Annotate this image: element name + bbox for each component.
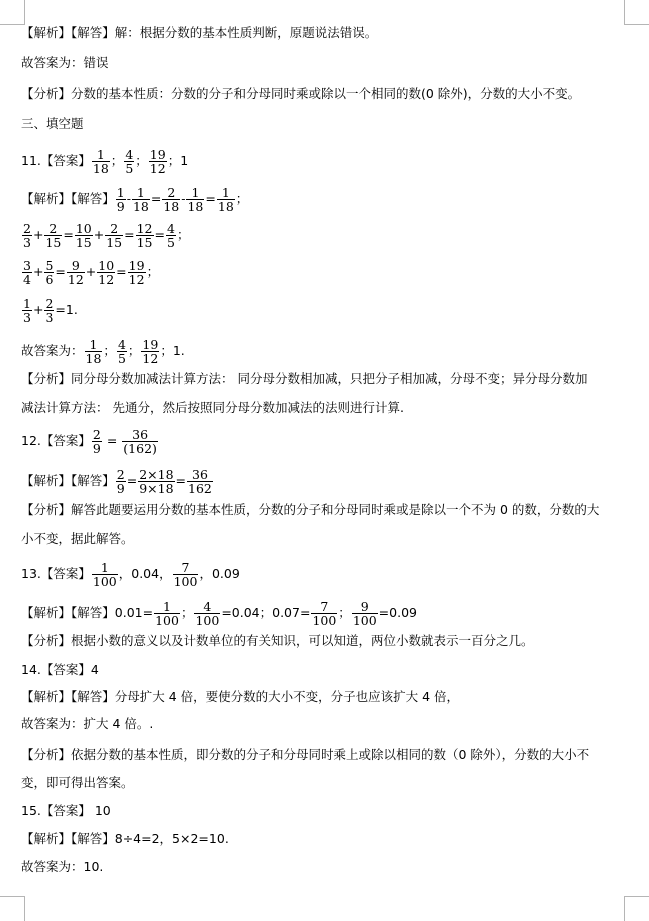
q11-label: 11.【答案】	[21, 153, 91, 168]
fraction: $\frac{7}{100}$	[173, 560, 198, 589]
q11-solution-3: $\frac{3}{4}$ + $\frac{5}{6}$ = $\frac{9}{12}$ + $\frac{10}{12}$ = $\frac{19}{12}$ ；	[23, 258, 160, 287]
fraction: $\frac{2}{15}$	[106, 221, 123, 250]
page-corner-mark	[624, 896, 649, 921]
analysis-note: 【分析】分数的基本性质：分数的分子和分母同时乘或除以一个相同的数(0 除外)，分数的大小不变。	[21, 86, 581, 101]
q15-solution: 【解析】【解答】8÷4=2，5×2=10.	[21, 831, 229, 846]
fraction: $\frac{1}{100}$	[92, 560, 117, 589]
page-corner-mark	[0, 0, 25, 25]
fraction: $\frac{19}{12}$	[149, 147, 166, 176]
fraction: $\frac{9}{100}$	[352, 599, 377, 628]
fraction: $\frac{3}{4}$	[23, 258, 31, 287]
fraction: $\frac{2}{3}$	[23, 221, 31, 250]
page-corner-mark	[0, 896, 25, 921]
fraction: $\frac{2\times 18}{9\times 18}$	[139, 467, 174, 496]
q11-analysis-1: 【分析】同分母分数加减法计算方法： 同分母分数相加减，只把分子相加减，分母不变；异分母分数加	[21, 371, 588, 386]
fraction: $\frac{4}{5}$	[167, 221, 175, 250]
fraction: $\frac{1}{100}$	[155, 599, 179, 628]
fraction: $\frac{4}{5}$	[125, 147, 134, 176]
fraction: $\frac{10}{12}$	[98, 258, 115, 287]
q11-conclusion: 故答案为： $\frac{1}{18}$ ； $\frac{4}{5}$ ； $\frac{19}{12}$ ；1.	[21, 337, 185, 366]
fraction: $\frac{5}{6}$	[45, 258, 54, 287]
q14-conclusion: 故答案为：扩大 4 倍。.	[21, 716, 154, 731]
q14-solution: 【解析】【解答】分母扩大 4 倍，要使分数的大小不变，分子也应该扩大 4 倍，	[21, 689, 460, 704]
section-title: 三、填空题	[21, 116, 84, 131]
q15-conclusion: 故答案为：10.	[21, 859, 104, 874]
q14-analysis-1: 【分析】依据分数的基本性质，即分数的分子和分母同时乘上或除以相同的数（0 除外），分数的大小不	[21, 747, 590, 762]
q12-analysis-1: 【分析】解答此题要运用分数的基本性质，分数的分子和分母同时乘或是除以一个不为 0 的数，分数的大	[21, 502, 600, 517]
fraction: $\frac{1}{18}$	[187, 185, 204, 214]
fraction: $\frac{7}{100}$	[312, 599, 337, 628]
q15-answer: 15.【答案】 10	[21, 803, 111, 818]
q11-solution-2: $\frac{2}{3}$ + $\frac{2}{15}$ = $\frac{10}{15}$ + $\frac{2}{15}$ = $\frac{12}{15}$ = $\frac{4}{5}$ ；	[23, 221, 190, 250]
fraction: $\frac{1}{18}$	[85, 337, 102, 366]
fraction: $\frac{2}{18}$	[163, 185, 180, 214]
answer-conclusion: 故答案为：错误	[21, 55, 109, 70]
fraction: $\frac{2}{9}$	[92, 427, 101, 456]
q11-solution-4: $\frac{1}{3}$ + $\frac{2}{3}$ =1.	[23, 296, 78, 325]
q13-analysis: 【分析】根据小数的意义以及计数单位的有关知识，可以知道，两位小数就表示一百分之几。	[21, 633, 534, 648]
fraction: $\frac{2}{15}$	[45, 221, 62, 250]
fraction: $\frac{36}{(162)}$	[123, 427, 157, 456]
fraction: $\frac{9}{12}$	[67, 258, 84, 287]
q12-answer: 12.【答案】 $\frac{2}{9}$ = $\frac{36}{(162)}$	[21, 427, 157, 456]
fraction: $\frac{1}{18}$	[92, 147, 109, 176]
fraction: $\frac{1}{3}$	[23, 296, 31, 325]
fraction: $\frac{1}{18}$	[217, 185, 234, 214]
fraction: $\frac{19}{12}$	[128, 258, 145, 287]
fraction: $\frac{10}{15}$	[75, 221, 92, 250]
q12-analysis-2: 小不变，据此解答。	[21, 531, 134, 546]
fraction: $\frac{4}{5}$	[117, 337, 126, 366]
q13-answer: 13.【答案】 $\frac{1}{100}$ ，0.04， $\frac{7}{100}$ ，0.09	[21, 560, 240, 589]
fraction: $\frac{12}{15}$	[136, 221, 153, 250]
q12-solution: 【解析】【解答】 $\frac{2}{9}$ = $\frac{2\times 18}{9\times 18}$ = $\frac{36}{162}$	[21, 467, 212, 496]
q11-analysis-2: 减法计算方法： 先通分，然后按照同分母分数加减法的法则进行计算.	[21, 400, 404, 415]
analysis-line: 【解析】【解答】解：根据分数的基本性质判断，原题说法错误。	[21, 25, 378, 40]
fraction: $\frac{19}{12}$	[142, 337, 159, 366]
fraction: $\frac{1}{18}$	[132, 185, 149, 214]
q11-answer: 11.【答案】 $\frac{1}{18}$ ； $\frac{4}{5}$ ； $\frac{19}{12}$ ；1	[21, 147, 189, 176]
fraction: $\frac{36}{162}$	[188, 467, 212, 496]
q14-answer: 14.【答案】4	[21, 662, 99, 677]
q14-analysis-2: 变，即可得出答案。	[21, 775, 134, 790]
fraction: $\frac{4}{100}$	[195, 599, 220, 628]
fraction: $\frac{2}{3}$	[45, 296, 54, 325]
fraction: $\frac{1}{9}$	[116, 185, 125, 214]
fraction: $\frac{2}{9}$	[116, 467, 125, 496]
q11-solution-1: 【解析】【解答】 $\frac{1}{9}$ - $\frac{1}{18}$ = $\frac{2}{18}$ - $\frac{1}{18}$ = $\frac{1}{18}$ ；	[21, 185, 249, 214]
page-corner-mark	[624, 0, 649, 25]
q13-solution: 【解析】【解答】0.01= $\frac{1}{100}$ ； $\frac{4}{100}$ =0.04；0.07= $\frac{7}{100}$ ； $\frac{9}{100}$ =0.09	[21, 599, 417, 628]
